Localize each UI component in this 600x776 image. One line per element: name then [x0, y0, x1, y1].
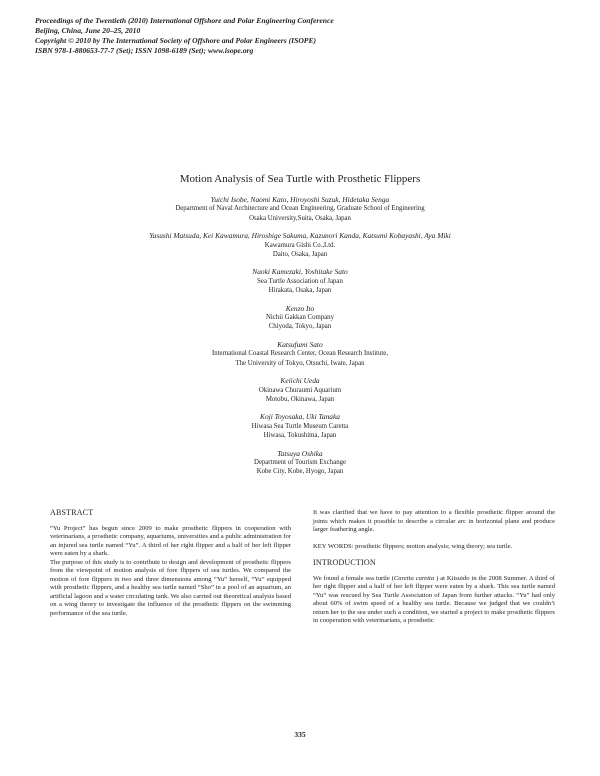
species-name: Caretta caretta — [393, 574, 435, 582]
author-block — [0, 195, 600, 223]
intro-text-rest: ) at Kiisuido in the 2008 Summer. A third of her right flipper and a half of her left flipper were eaten by a shark. This sea turtle named “Yu” was rescued by Sea Turtle Association of Japan from further attacks. “Yu” had only about 60% of swim speed of a healthy sea turtle. Because we judged that we couldn’t return her to the sea under such a condition, we started a project to make prosthetic flippers in cooperation with veterinarians, a prosthetic — [313, 574, 555, 624]
author-names: Yuichi Isobe, Naomi Kato, Hiroyoshi Suzuk, Hidetaka Senga — [210, 195, 390, 204]
keywords: KEY WORDS: prosthetic flippers; motion analysis; wing theory; sea turtle. — [313, 542, 513, 550]
author-names: Naoki Kamezaki, Yoshitake Sato — [252, 267, 348, 277]
affiliation-line: Chiyoda, Tokyo, Japan — [268, 323, 332, 331]
affiliation-line: Kawamura Gishi Co.,Ltd. — [264, 241, 336, 249]
paper-title: Motion Analysis of Sea Turtle with Prosthetic Flippers — [179, 173, 421, 185]
abstract-paragraph-2: The purpose of this study is to contribute to design and development of prosthetic flippers from the viewpoint of motion analysis of fore flippers of sea turtles. We compared the motion of fore flippers in two and three dimensions among “Yu” herself, “Yu” equipped with prosthetic flippers, and a healthy sea turtle named “Sho” in a pool of an aquarium, an artificial lagoon and a water circulating tank. We also carried out theoretical analysis based on a wing theory to investigate the influence of the prosthetic flippers on the swimming performance of the sea turtle. — [50, 558, 291, 617]
author-names: Keiichi Ueda — [280, 376, 320, 386]
abstract-paragraph-continued: It was clarified that we have to pay attention to a flexible prosthetic flipper around the joints which makes it possible to describe a circular arc in horizontal plane and produce larger feathering angle. — [313, 509, 555, 533]
author-block — [0, 412, 600, 440]
affiliation-line: Daito, Osaka, Japan — [272, 251, 328, 259]
author-names: Yasushi Matsuda, Kei Kawamura, Hiroshige Sakuma, Kazunori Kanda, Katsumi Kobayashi, Aya Miki — [149, 231, 451, 241]
affiliation-line: Motobu, Okinawa, Japan — [265, 395, 335, 403]
introduction-paragraph — [313, 575, 555, 626]
header-line-4: ISBN 978-1-880653-77-7 (Set); ISSN 1098-6189 (Set); www.isope.org — [35, 46, 254, 55]
page-number: 335 — [294, 730, 306, 739]
author-block — [0, 231, 600, 259]
author-names: Koji Toyosaka, Uki Tanaka — [260, 412, 340, 422]
abstract-heading: ABSTRACT — [50, 508, 94, 517]
intro-text-start: We found a female sea turtle ( — [313, 574, 394, 582]
author-names: Katsufumi Sato — [277, 339, 323, 349]
author-list — [0, 195, 600, 477]
right-column — [313, 509, 555, 626]
affiliation-line: The University of Tokyo, Otsuchi, Iwate, Japan — [235, 359, 365, 367]
affiliation-line: Osaka University,Suita, Osaka, Japan — [249, 214, 351, 222]
author-block — [0, 267, 600, 295]
affiliation-line: Department of Tourism Exchange — [253, 458, 347, 466]
author-names: Tatsuya Oshika — [277, 448, 323, 458]
affiliation-line: Nichii Gakkan Company — [266, 314, 334, 322]
affiliation-line: Okinawa Churaumi Aquarium — [258, 386, 342, 394]
author-block — [0, 304, 600, 332]
author-names: Kenzo Ito — [285, 303, 315, 313]
introduction-heading: INTRODUCTION — [313, 558, 376, 567]
header-line-1: Proceedings of the Twentieth (2010) International Offshore and Polar Engineering Conference — [35, 16, 334, 25]
author-block — [0, 449, 600, 477]
author-block — [0, 376, 600, 404]
author-block — [0, 340, 600, 368]
conference-header — [35, 16, 535, 56]
affiliation-line: International Coastal Research Center, Ocean Research Institute, — [212, 350, 388, 358]
affiliation-line: Hiwasa Sea Turtle Museum Caretta — [251, 422, 349, 430]
affiliation-line: Sea Turtle Association of Japan — [257, 277, 343, 285]
affiliation-line: Department of Naval Architecture and Ocean Engineering, Graduate School of Engineering — [175, 205, 425, 213]
left-column — [50, 509, 291, 618]
affiliation-line: Hiwasa, Tokushima, Japan — [263, 432, 337, 440]
affiliation-line: Hirakata, Osaka, Japan — [268, 287, 332, 295]
affiliation-line: Kobe City, Kobe, Hyogo, Japan — [256, 468, 344, 476]
header-line-3: Copyright © 2010 by The International Society of Offshore and Polar Engineers (ISOPE) — [35, 36, 317, 45]
header-line-2: Beijing, China, June 20–25, 2010 — [35, 26, 141, 35]
abstract-paragraph-1: “Yu Project” has begun since 2009 to make prosthetic flippers in cooperation with veterinarians, a prosthetic company, aquariums, universities and a public administration for an injured sea turtle named “Yu”. A third of her right flipper and a half of her left flipper were eaten by a shark. — [50, 524, 291, 557]
